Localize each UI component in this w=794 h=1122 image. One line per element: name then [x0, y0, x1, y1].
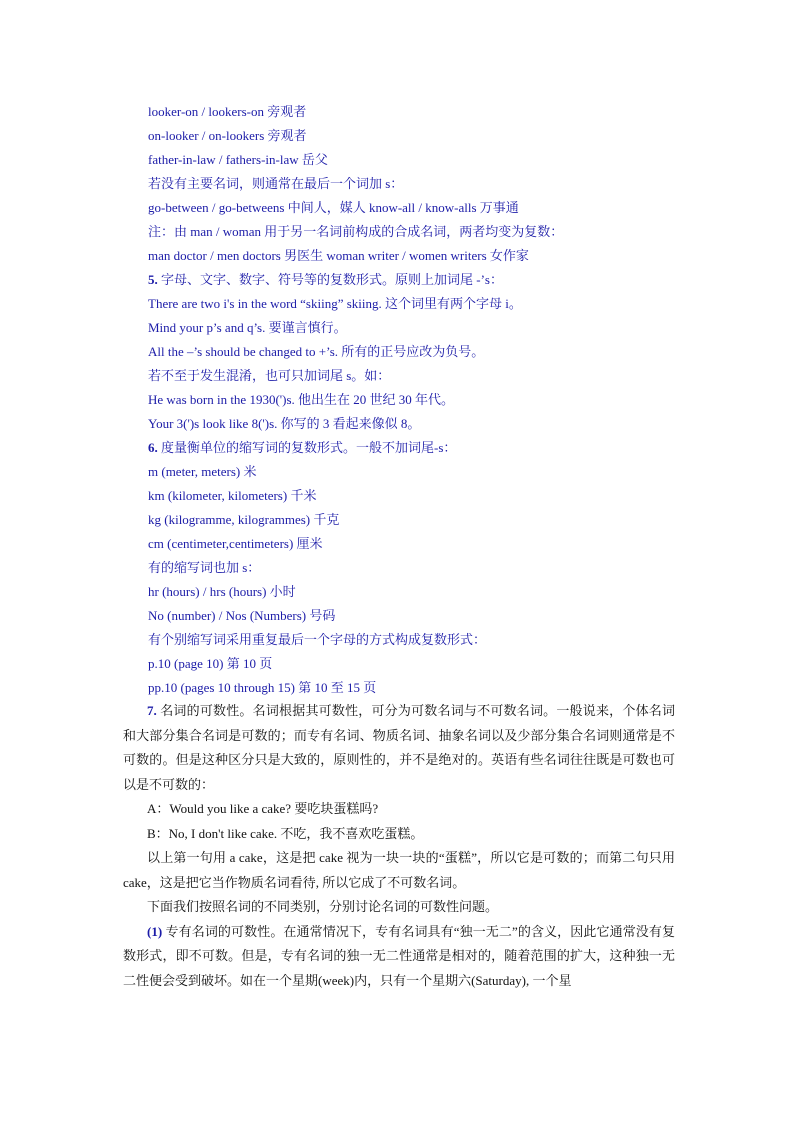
- paragraph-proper-nouns: (1) 专有名词的可数性。在通常情况下，专有名词具有“独一无二”的含义，因此它通常没有复数形式，即不可数。但是，专有名词的独一无二性通常是相对的，随着范围的扩大，这种独一无二性便会受到破坏。如在一个星期(week)内，只有一个星期六(Saturday), 一个星: [123, 923, 675, 988]
- list-item: man doctor / men doctors 男医生 woman writer / women writers 女作家: [148, 248, 529, 263]
- list-item: p.10 (page 10) 第 10 页: [148, 656, 273, 671]
- list-item: km (kilometer, kilometers) 千米: [148, 488, 317, 503]
- list-item: hr (hours) / hrs (hours) 小时: [148, 584, 296, 599]
- list-item: No (number) / Nos (Numbers) 号码: [148, 608, 336, 623]
- section-number: 6.: [148, 440, 158, 455]
- intro-paragraph: 下面我们按照名词的不同类别，分别讨论名词的可数性问题。: [147, 899, 499, 914]
- list-item: cm (centimeter,centimeters) 厘米: [148, 536, 323, 551]
- list-item: He was born in the 1930(')s. 他出生在 20 世纪 30 年代。: [148, 392, 455, 407]
- list-item: 注：由 man / woman 用于另一名词前构成的合成名词，两者均变为复数：: [148, 224, 564, 239]
- list-item: 若没有主要名词，则通常在最后一个词加 s：: [148, 176, 404, 191]
- list-item: looker-on / lookers-on 旁观者: [148, 104, 307, 119]
- dialog-line-b: B：No, I don't like cake. 不吃，我不喜欢吃蛋糕。: [147, 825, 424, 841]
- plural-forms-list: [148, 100, 708, 700]
- list-item: 有的缩写词也加 s：: [148, 560, 261, 575]
- list-item: on-looker / on-lookers 旁观者: [148, 128, 307, 143]
- section-number: 7.: [147, 703, 157, 718]
- list-item: Your 3(')s look like 8(')s. 你写的 3 看起来像似 8。: [148, 416, 421, 431]
- list-item: There are two i's in the word “skiing” skiing. 这个词里有两个字母 i。: [148, 296, 522, 311]
- explanation-paragraph: 以上第一句用 a cake，这是把 cake 视为一块一块的“蛋糕”，所以它是可数的；而第二句只用 cake，这是把它当作物质名词看待, 所以它成了不可数名词。: [123, 850, 675, 890]
- list-item: pp.10 (pages 10 through 15) 第 10 至 15 页: [148, 680, 377, 695]
- section-number: 5.: [148, 272, 158, 287]
- section-heading-5: 5. 字母、文字、数字、符号等的复数形式。原则上加词尾 -’s：: [148, 272, 503, 287]
- countability-section: [123, 699, 675, 993]
- list-item: 有个别缩写词采用重复最后一个字母的方式构成复数形式：: [148, 632, 487, 647]
- list-item: 若不至于发生混淆，也可只加词尾 s。如：: [148, 368, 391, 383]
- list-item: All the –’s should be changed to +’s. 所有的正号应改为负号。: [148, 344, 485, 359]
- list-item: m (meter, meters) 米: [148, 464, 257, 479]
- list-item: Mind your p’s and q’s. 要谨言慎行。: [148, 320, 347, 335]
- subsection-number: (1): [147, 923, 163, 939]
- list-item: kg (kilogramme, kilogrammes) 千克: [148, 512, 340, 527]
- paragraph-7: 7. 名词的可数性。名词根据其可数性，可分为可数名词与不可数名词。一般说来，个体名词和大部分集合名词是可数的；而专有名词、物质名词、抽象名词以及少部分集合名词则通常是不可数的。但是这种区分只是大致的，原则性的，并不是绝对的。英语有些名词往往既是可数也可以是不可数的：: [123, 703, 675, 792]
- list-item: go-between / go-betweens 中间人，媒人 know-all / know-alls 万事通: [148, 200, 519, 215]
- dialog-line-a: A：Would you like a cake? 要吃块蛋糕吗?: [147, 801, 379, 816]
- list-item: father-in-law / fathers-in-law 岳父: [148, 152, 328, 167]
- section-heading-6: 6. 度量衡单位的缩写词的复数形式。一般不加词尾-s：: [148, 440, 457, 455]
